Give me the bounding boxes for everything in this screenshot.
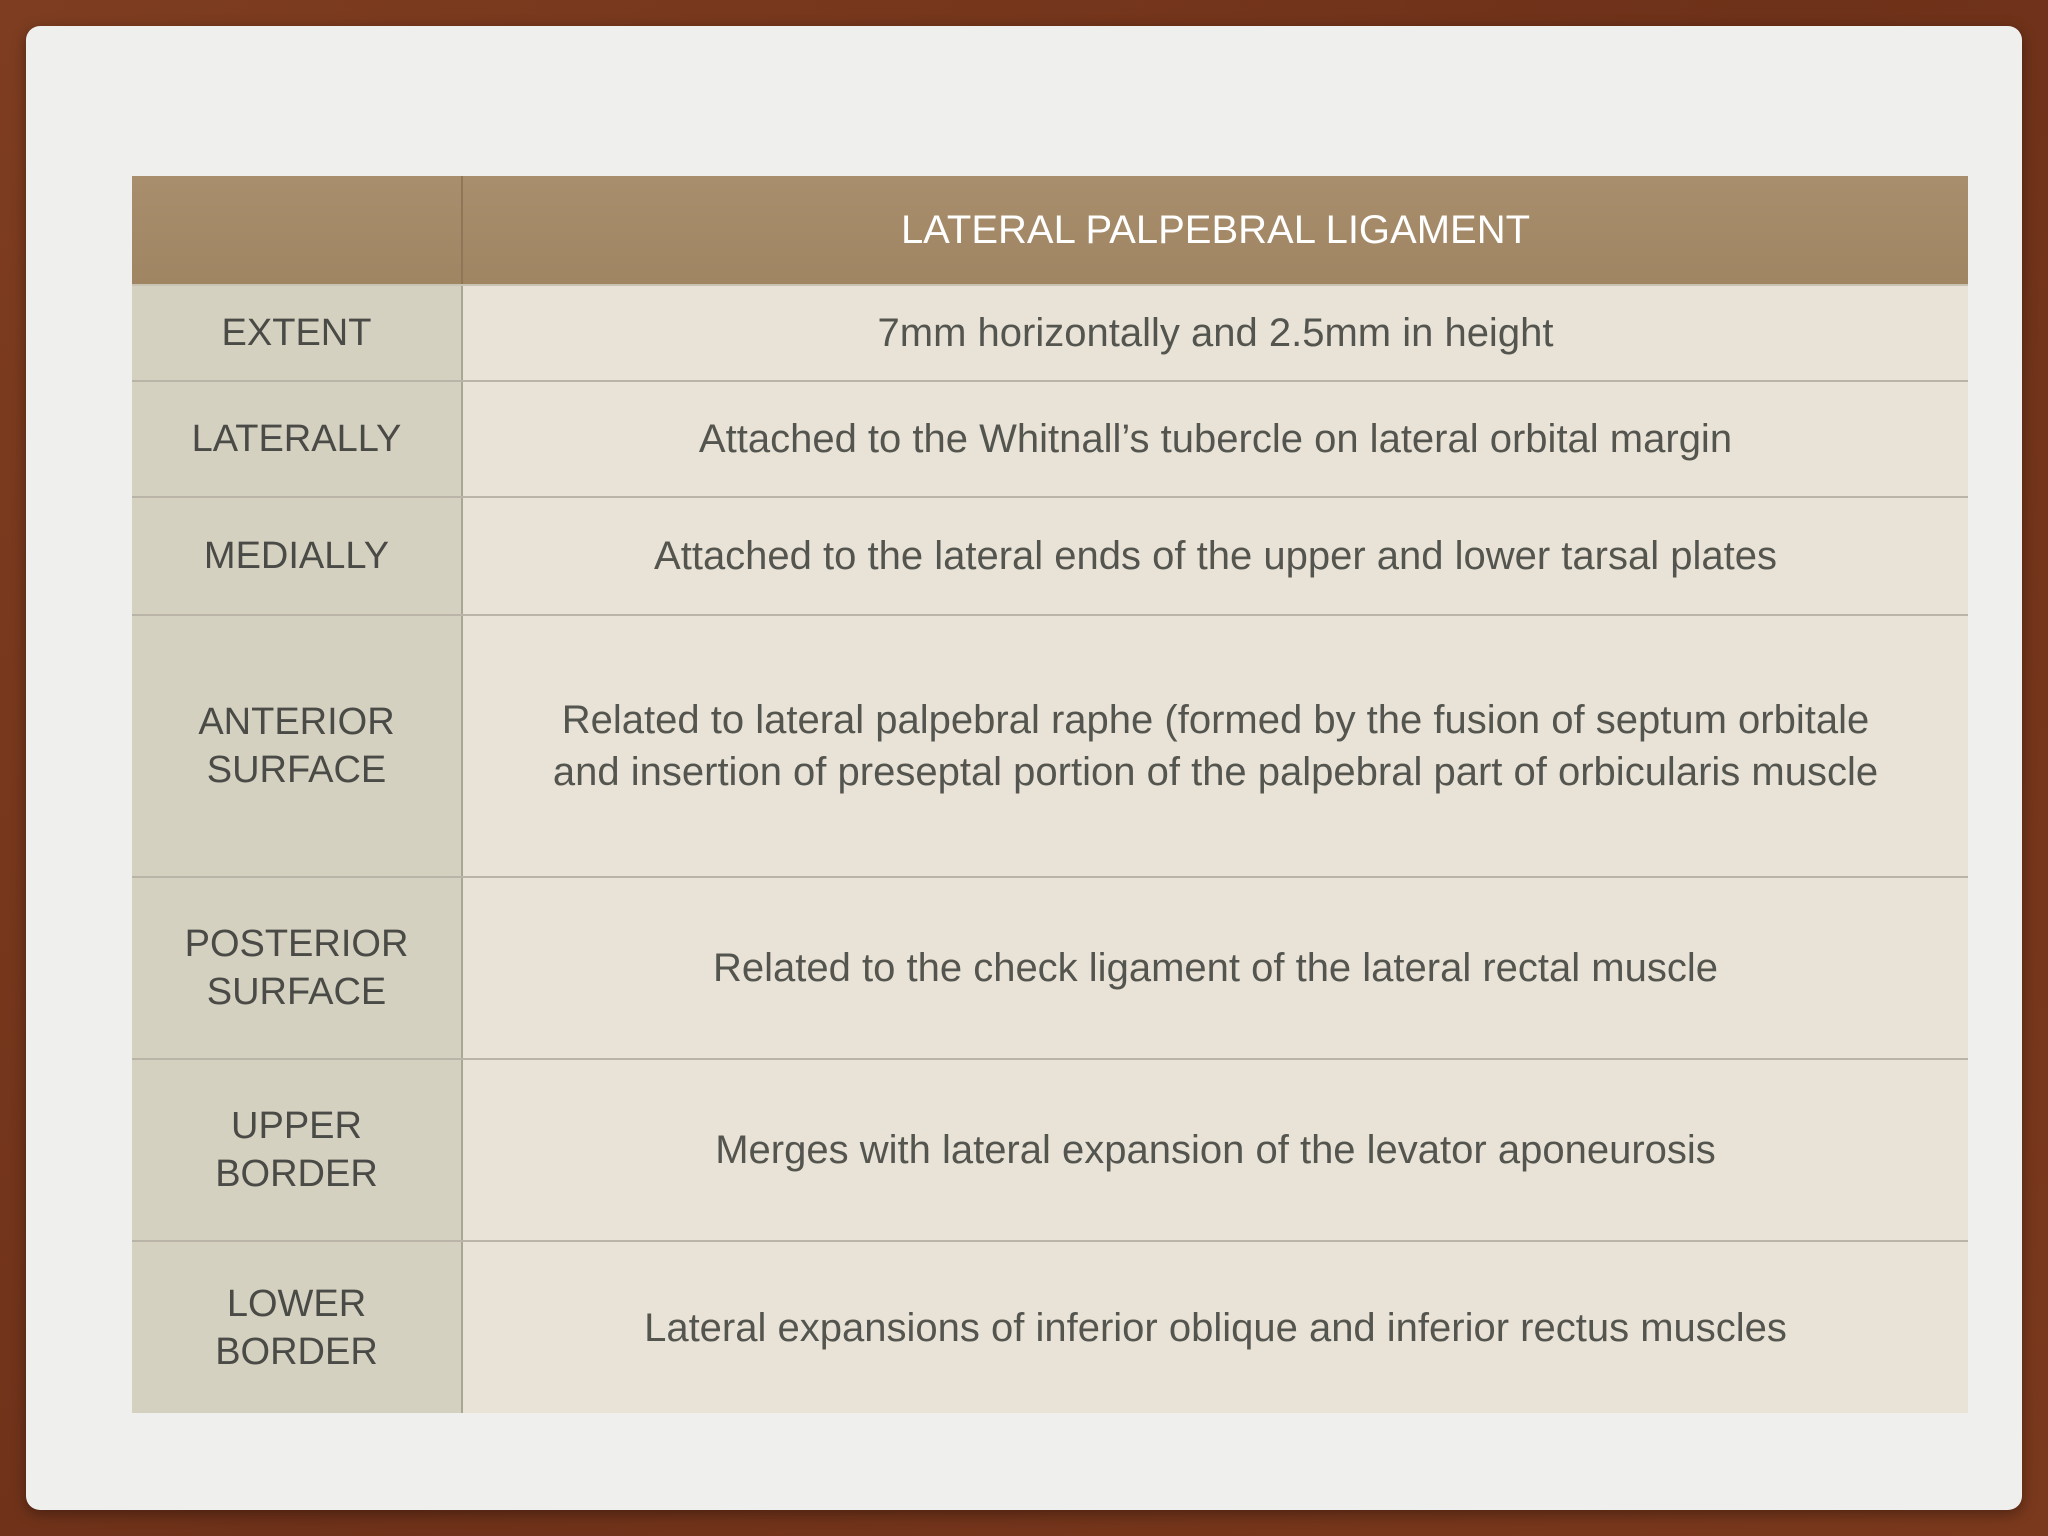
row-label-line: UPPER <box>231 1105 362 1147</box>
table-row-medially <box>132 497 1968 615</box>
row-label-line: SURFACE <box>206 749 387 791</box>
table-header-row <box>132 176 1968 285</box>
row-description: Attached to the Whitnall’s tubercle on lateral orbital margin <box>462 381 1968 497</box>
row-label-line: SURFACE <box>206 971 387 1013</box>
row-description: Merges with lateral expansion of the levator aponeurosis <box>462 1059 1968 1241</box>
row-description: Lateral expansions of inferior oblique and inferior rectus muscles <box>462 1241 1968 1413</box>
table-row-upper-border <box>132 1059 1968 1241</box>
table-row-lower-border <box>132 1241 1968 1413</box>
row-description-line: and insertion of preseptal portion of the palpebral part of orbicularis muscle <box>552 750 1879 794</box>
table-row-extent <box>132 285 1968 381</box>
row-description-line: Related to lateral palpebral raphe (formed by the fusion of septum orbitale <box>561 698 1870 742</box>
row-label <box>132 1241 462 1413</box>
row-label: LATERALLY <box>132 381 462 497</box>
table-header-title: LATERAL PALPEBRAL LIGAMENT <box>462 176 1968 285</box>
row-description <box>462 615 1968 877</box>
row-label-line: ANTERIOR <box>198 701 395 743</box>
row-label-line: BORDER <box>215 1153 378 1195</box>
header-corner-cell <box>132 176 462 285</box>
table-row-posterior-surface <box>132 877 1968 1059</box>
row-label: EXTENT <box>132 285 462 381</box>
table-row-laterally <box>132 381 1968 497</box>
row-label-line: BORDER <box>215 1330 378 1373</box>
row-description: Related to the check ligament of the lateral rectal muscle <box>462 877 1968 1059</box>
row-description: Attached to the lateral ends of the upper and lower tarsal plates <box>462 497 1968 615</box>
ligament-table <box>132 176 1968 1413</box>
row-label: MEDIALLY <box>132 497 462 615</box>
row-label <box>132 1059 462 1241</box>
row-label-line: POSTERIOR <box>184 923 409 965</box>
row-label <box>132 615 462 877</box>
slide <box>26 26 2022 1510</box>
table-row-anterior-surface <box>132 615 1968 877</box>
row-label-line: LOWER <box>226 1282 367 1325</box>
row-label <box>132 877 462 1059</box>
row-description: 7mm horizontally and 2.5mm in height <box>462 285 1968 381</box>
